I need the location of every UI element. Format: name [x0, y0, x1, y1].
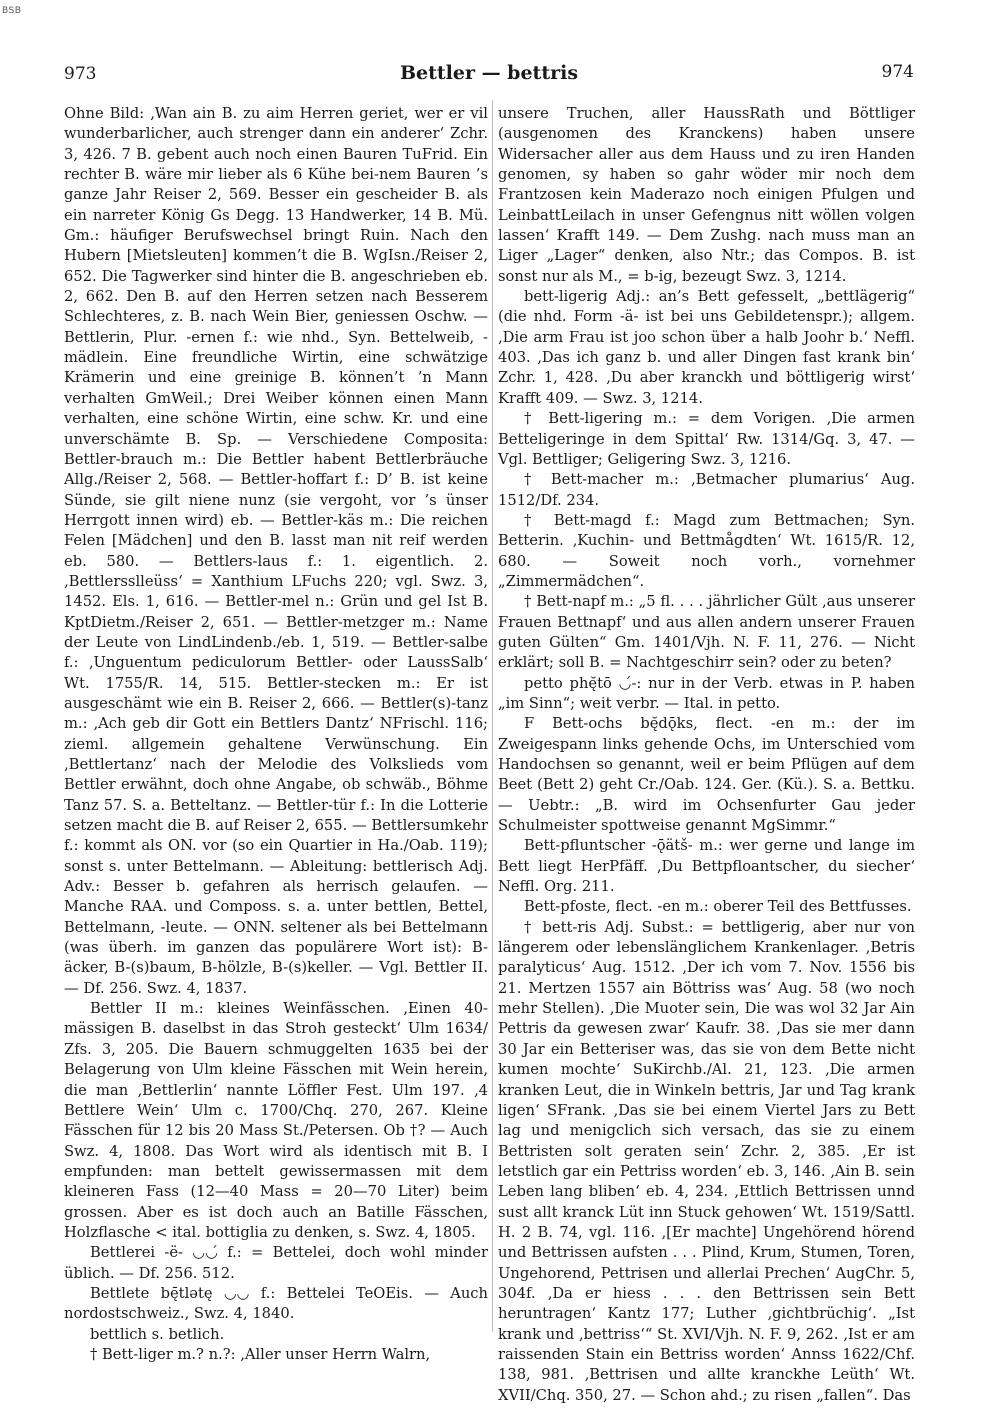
page-number-right: 974: [881, 62, 914, 82]
entry-paragraph: Bett-pfluntscher -ǭätš- m.: wer gerne und lange im Bett liegt HerPfäff. ‚Du Bettpfloantscher, du siecher‘ Neffl. Org. 211.: [498, 837, 915, 896]
page-header: [64, 60, 914, 86]
running-head: Bettler — bettris: [399, 62, 579, 84]
left-column: [64, 104, 488, 1365]
entry-paragraph: Bettler II m.: kleines Weinfässchen. ‚Einen 40-mässigen B. daselbst in das Stroh gesteckt‘ Ulm 1634/ Zfs. 3, 205. Die Bauern schmuggelten 1635 bei der Belagerung von Ulm kleine Fässchen mit Wein herein, die man ‚Bettlerlin‘ nannte Löffler Fest. Ulm 197. ‚4 Bettlere Wein‘ Ulm c. 1700/Chq. 270, 267. Kleine Fässchen für 12 bis 20 Mass St./Petersen. Ob †? — Auch Swz. 4, 1808. Das Wort wird als identisch mit B. I empfunden: man bettelt gewissermassen mit dem kleineren Fass (12—40 Mass = 20—70 Liter) beim grossen. Aber es ist doch auch an Batille Fässchen, Holzflasche < ital. bottiglia zu denken, s. Swz. 4, 1805.: [64, 1000, 488, 1241]
entry-paragraph: † Bett-napf m.: „5 fl. . . . jährlicher Gült ‚aus unserer Frauen Bettnapf‘ und aus allen andern unserer Frauen guten Gülten“ Gm. 1401/Vjh. N. F. 11, 276. — Nicht erklärt; soll B. = Nachtgeschirr sein? oder zu beten?: [498, 593, 915, 672]
entry-paragraph: F Bett-ochs bę̆dǭks, flect. -en m.: der im Zweigespann links gehende Ochs, im Unterschied vom Handochsen so genannt, weil er beim Pflügen auf dem Beet (Bett 2) geht Cr./Oab. 124. Ger. (Kü.). S. a. Bettku. — Uebtr.: „B. wird im Ochsenfurter Gau jeder Schulmeister spottweise genannt MgSimmr.“: [498, 715, 915, 835]
entry-paragraph: bett-ligerig Adj.: an’s Bett gefesselt, „bettlägerig“ (die nhd. Form -ä- ist bei uns Gebildetenspr.); allgem. ‚Die arm Frau ist joo schon über a halb Joohr b.‘ Neffl. 403. ‚Das ich ganz b. und aller Dingen fast krank bin‘ Zchr. 1, 428. ‚Du aber kranckh und böttligerig wirst‘ Krafft 409. — Swz. 3, 1214.: [498, 288, 915, 407]
entry-paragraph: Bettlerei -ë- ◡◡́ f.: = Bettelei, doch wohl minder üblich. — Df. 256. 512.: [64, 1244, 488, 1282]
entry-paragraph: † Bett-ligering m.: = dem Vorigen. ‚Die armen Betteligeringe in dem Spittal‘ Rw. 1314/Gq. 3, 47. — Vgl. Bettliger; Geligering Swz. 3, 1216.: [498, 410, 915, 468]
entry-paragraph: Bett-pfoste, flect. -en m.: oberer Teil des Bettfusses.: [524, 898, 912, 916]
page-number-left: 973: [64, 64, 97, 84]
right-column: [498, 104, 915, 1406]
library-stamp: BSB: [2, 6, 22, 16]
entry-paragraph: † Bett-macher m.: ‚Betmacher plumarius‘ Aug. 1512/Df. 234.: [498, 471, 915, 509]
entry-paragraph: Ohne Bild: ‚Wan ain B. zu aim Herren geriet, wer er vil wunderbarlicher, auch strenger dann ein anderer‘ Zchr. 3, 426. 7 B. gebent auch noch einen Bauren TuFrid. Ein rechter B. wäre mir lieber als 6 Kühe bei-nem Bauren ’s ganze Jahr Reiser 2, 569. Besser ein gescheider B. als ein narreter König Gs Degg. 13 Handwerker, 14 B. Mü. Gm.: häufiger Berufswechsel bringt Ruin. Nach den Hubern [Mietsleuten] kommen’t die B. WgIsn./Reiser 2, 652. Die Tagwerker sind hinter die B. angeschrieben eb. 2, 662. Den B. auf den Herren setzen nach Besserem Schlechteres, z. B. nach Wein Bier, geniessen Oschw. — Bettlerin, Plur. -ernen f.: wie nhd., Syn. Bettelweib, -mädlein. Eine freundliche Wirtin, eine schwätzige Krämerin und eine greinige B. können’t ’n Mann verhalten GmWeil.; Drei Weiber können einen Mann verhalten, eine schöne Wirtin, eine schw. Kr. und eine unverschämte B. Sp. — Verschiedene Composita: Bettler-brauch m.: Die Bettler habent Bettlerbräuche Allg./Reiser 2, 568. — Bettler-hoffart f.: D’ B. ist keine Sünde, sie gilt niene nunz (sie vergoht, vor ’s ünser Herrgott innen wird) eb. — Bettler-käs m.: Die reichen Felen [Mädchen] und den B. lasst man nit reif werden eb. 580. — Bettlers-laus f.: 1. eigentlich. 2. ‚Bettlersslleüss‘ = Xanthium LFuchs 220; vgl. Swz. 3, 1452. Els. 1, 616. — Bettler-mel n.: Grün und gel Ist B. KptDietm./Reiser 2, 651. — Bettler-metzger m.: Name der Leute von LindLindenb./eb. 1, 519. — Bettler-salbe f.: ‚Unguentum pediculorum Bettler- oder LaussSalb‘ Wt. 1755/R. 14, 515. Bettler-stecken m.: Er ist ausgeschämt wie ein B. Reiser 2, 666. — Bettler(s)-tanz m.: ‚Ach geb dir Gott ein Bettlers Dantz‘ NFrischl. 116; zieml. allgemein gehaltene Verwünschung. Ein ‚Bettlertanz‘ nach der Melodie des Volkslieds vom Bettler erwähnt, doch ohne Angabe, ob schwäb., Böhme Tanz 57. S. a. Betteltanz. — Bettler-tür f.: In die Lotterie setzen macht die B. auf Reiser 2, 655. — Bettlersumkehr f.: kommt als ON. vor (so ein Quartier in Ha./Oab. 119); sonst s. unter Bettelmann. — Ableitung: bettlerisch Adj. Adv.: Besser b. gefahren als herrisch gelaufen. — Manche RAA. und Composs. s. a. unter bettlen, Bettel, Bettelmann, -leute. — ONN. seltener als bei Bettelmann (was überh. im ganzen das populärere Wort ist): B-äcker, B-(s)baum, B-hölzle, B-(s)keller. — Vgl. Bettler II. — Df. 256. Swz. 4, 1837.: [64, 105, 489, 997]
entry-paragraph: † Bett-liger m.? n.?: ‚Aller unser Herrn Walrn,: [90, 1345, 431, 1363]
entry-paragraph: † bett-ris Adj. Subst.: = bettligerig, aber nur von längerem oder lebenslänglichem Krankenlager. ‚Betris paralyticus‘ Aug. 1512. ‚Der ich vom 7. Nov. 1556 bis 21. Mertzen 1557 ain Böttriss was‘ Aug. 58 (wo noch mehr Stellen). ‚Die Muoter sein, Die was wol 32 Jar Ain Pettris da gewesen zwar‘ Kaufr. 38. ‚Das sie mer dann 30 Jar ein Betteriser was, das sie von dem Bette nicht kumen mochte‘ SuKirchb./Al. 21, 123. ‚Die armen kranken Leut, die in Winkeln bettris, Jar und Tag krank ligen‘ SFrank. ‚Das sie bei einem Viertel Jars zu Bett lag und menigclich sich versach, das sie zu einem Bettristen solt geraten sein‘ Zchr. 2, 385. ‚Er ist letstlich gar ein Pettriss worden‘ eb. 3, 146. ‚Ain B. sein Leben lang bliben‘ eb. 4, 234. ‚Ettlich Bettrissen unnd sust allt kranck Lüt inn Stuck gehowen‘ Wt. 1519/Sattl. H. 2 B. 74, vgl. 116. ‚[Er machte] Ungehörend hörend und Bettrissen aufsten . . . Plind, Krum, Stumen, Toren, Ungehorend, Pettrisen und allerlai Prechen‘ AugChr. 5, 304f. ‚Da er hiess . . . den Bettrissen sein Bett heruntragen‘ Kantz 177; Luther ‚gichtbrüchig‘. „Ist krank und ‚bettriss‘“ St. XVI/Vjh. N. F. 9, 262. ‚Ist er am raissenden Stain ein Bettriss worden‘ Annss 1622/Chf. 138, 981. ‚Bettrisen und allte kranckhe Leüth‘ Wt. XVII/Chq. 350, 27. — Schon ahd.; zu risen „fallen“. Das: [498, 918, 915, 1404]
entry-paragraph: petto phę̆tō ◡́-: nur in der Verb. etwas in P. haben „im Sinn“; weit verbr. — Ital. in petto.: [498, 674, 915, 712]
entry-paragraph: Bettlete bę̄tlətę ◡◡ f.: Bettelei TeOEis. — Auch nordostschweiz., Swz. 4, 1840.: [64, 1284, 488, 1323]
entry-paragraph: bettlich s. betlich.: [90, 1325, 225, 1343]
entry-paragraph: † Bett-magd f.: Magd zum Bettmachen; Syn. Betterin. ‚Kuchin- und Bettmågdten‘ Wt. 1615/R. 12, 680. — Soweit noch vorh., vornehmer „Zimmermädchen“.: [498, 511, 915, 590]
column-divider: [492, 100, 493, 1332]
entry-paragraph: unsere Truchen, aller HaussRath und Böttliger (ausgenomen des Kranckens) haben unsere Widersacher aller aus dem Hauss und zu iren Handen genomen, sy haben so gahr wöder mir noch dem Frantzosen kein Maderazo noch einigen Pfulgen und LeinbattLeilach in unser Gefengnus nitt wöllen volgen lassen‘ Krafft 149. — Dem Zushg. nach muss man an Liger „Lager“ denken, also Ntr.; das Compos. B. ist sonst nur als M., = b-ig, bezeugt Swz. 3, 1214.: [498, 105, 915, 285]
